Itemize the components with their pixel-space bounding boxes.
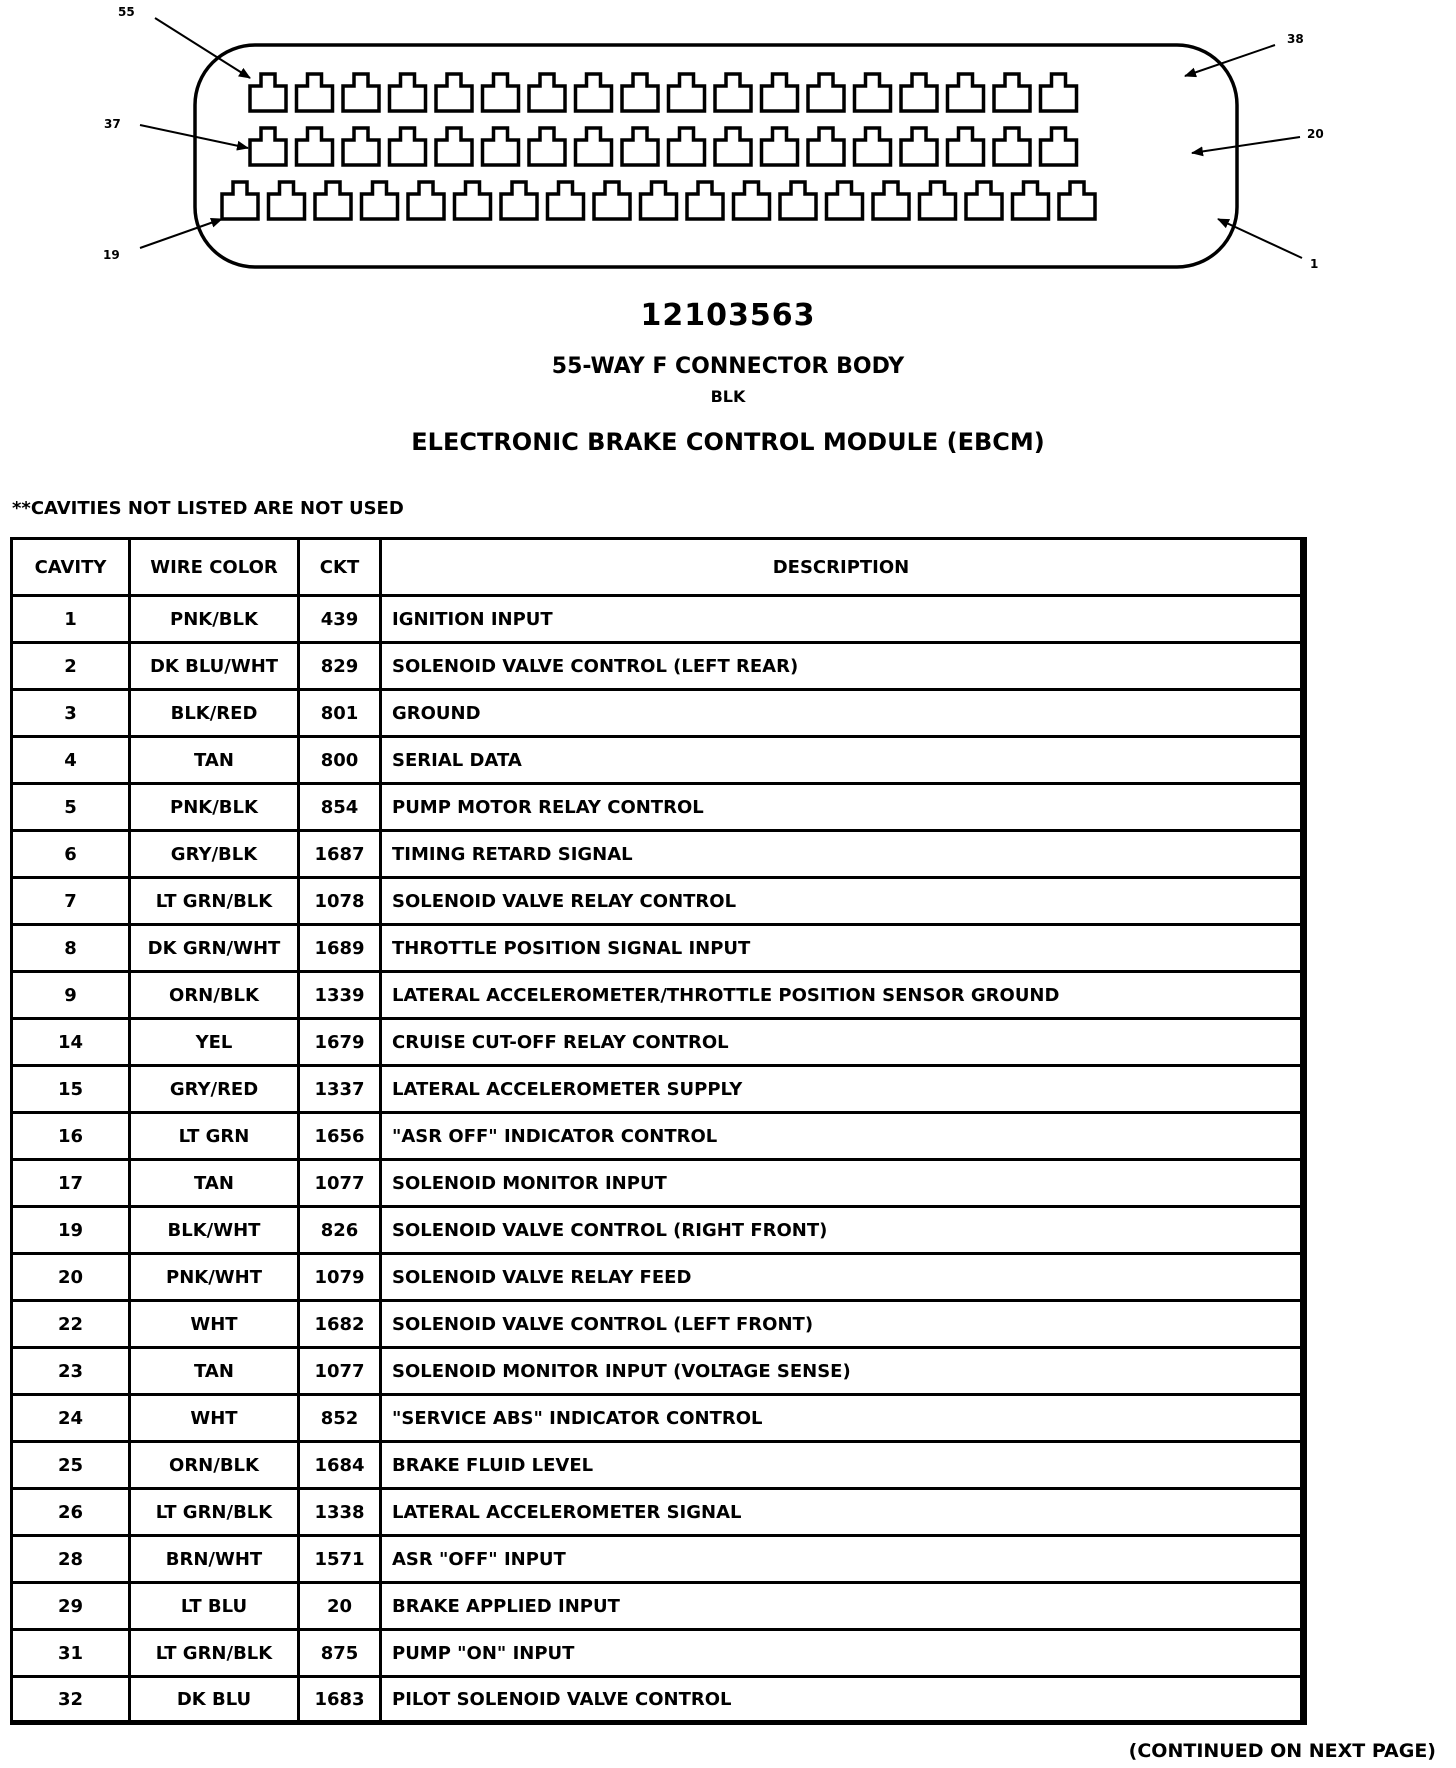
table-row: [13, 738, 1307, 785]
cell-wire-color: TAN: [131, 1161, 300, 1208]
cavity-shape: [855, 74, 891, 111]
cell-ckt: 1683: [300, 1678, 382, 1725]
cell-ckt: 439: [300, 597, 382, 644]
cavity-shape: [669, 74, 705, 111]
table-row: [13, 1678, 1307, 1725]
cell-description: SOLENOID VALVE CONTROL (RIGHT FRONT): [382, 1208, 1307, 1255]
cell-wire-color: LT GRN: [131, 1114, 300, 1161]
cavity-shape: [315, 182, 351, 219]
cell-wire-color: TAN: [131, 738, 300, 785]
table-row: [13, 1255, 1307, 1302]
cavity-shape: [994, 128, 1030, 165]
cell-description: LATERAL ACCELEROMETER SUPPLY: [382, 1067, 1307, 1114]
table-row: [13, 926, 1307, 973]
cell-ckt: 1687: [300, 832, 382, 879]
cell-wire-color: BLK/WHT: [131, 1208, 300, 1255]
pin-label-1: 1: [1310, 257, 1319, 271]
cell-description: SOLENOID VALVE CONTROL (LEFT FRONT): [382, 1302, 1307, 1349]
cell-description: SOLENOID VALVE RELAY CONTROL: [382, 879, 1307, 926]
cell-wire-color: YEL: [131, 1020, 300, 1067]
cell-wire-color: PNK/BLK: [131, 597, 300, 644]
cell-wire-color: WHT: [131, 1302, 300, 1349]
cell-ckt: 1079: [300, 1255, 382, 1302]
cell-description: LATERAL ACCELEROMETER SIGNAL: [382, 1490, 1307, 1537]
cavity-shape: [780, 182, 816, 219]
pinout-rows: [13, 597, 1307, 1725]
cell-ckt: 875: [300, 1631, 382, 1678]
cell-wire-color: BLK/RED: [131, 691, 300, 738]
cell-ckt: 1682: [300, 1302, 382, 1349]
cell-cavity: 19: [13, 1208, 131, 1255]
cavity-shape: [808, 74, 844, 111]
cavity-shape: [1059, 182, 1095, 219]
cell-wire-color: LT GRN/BLK: [131, 1490, 300, 1537]
cavity-shape: [529, 128, 565, 165]
cell-wire-color: BRN/WHT: [131, 1537, 300, 1584]
cavity-shape: [250, 128, 286, 165]
cavity-shape: [920, 182, 956, 219]
cell-wire-color: PNK/WHT: [131, 1255, 300, 1302]
cavity-shape: [576, 74, 612, 111]
table-row: [13, 973, 1307, 1020]
table-row: [13, 1208, 1307, 1255]
cell-ckt: 1338: [300, 1490, 382, 1537]
header-description: DESCRIPTION: [382, 540, 1307, 597]
cell-cavity: 24: [13, 1396, 131, 1443]
cell-cavity: 4: [13, 738, 131, 785]
table-row: [13, 1161, 1307, 1208]
cell-wire-color: ORN/BLK: [131, 1443, 300, 1490]
cavity-shape: [827, 182, 863, 219]
table-row: [13, 1396, 1307, 1443]
cell-wire-color: DK BLU: [131, 1678, 300, 1725]
cell-description: PUMP MOTOR RELAY CONTROL: [382, 785, 1307, 832]
cell-description: ASR "OFF" INPUT: [382, 1537, 1307, 1584]
cell-cavity: 28: [13, 1537, 131, 1584]
table-row: [13, 1020, 1307, 1067]
cell-ckt: 1337: [300, 1067, 382, 1114]
table-row: [13, 1631, 1307, 1678]
cell-wire-color: PNK/BLK: [131, 785, 300, 832]
connector-pins: [222, 74, 1095, 219]
cavity-shape: [687, 182, 723, 219]
cavity-shape: [408, 182, 444, 219]
pin-label-37: 37: [104, 117, 121, 131]
pin-label-55: 55: [118, 5, 135, 19]
cavity-shape: [222, 182, 258, 219]
cavity-shape: [966, 182, 1002, 219]
cell-cavity: 8: [13, 926, 131, 973]
cell-cavity: 26: [13, 1490, 131, 1537]
cell-description: SOLENOID MONITOR INPUT (VOLTAGE SENSE): [382, 1349, 1307, 1396]
cavity-shape: [994, 74, 1030, 111]
cell-description: "SERVICE ABS" INDICATOR CONTROL: [382, 1396, 1307, 1443]
cell-wire-color: LT BLU: [131, 1584, 300, 1631]
cell-cavity: 7: [13, 879, 131, 926]
cell-ckt: 852: [300, 1396, 382, 1443]
cavity-shape: [1041, 128, 1077, 165]
cavity-shape: [948, 128, 984, 165]
header-cavity: CAVITY: [13, 540, 131, 597]
cell-description: SERIAL DATA: [382, 738, 1307, 785]
cavity-shape: [529, 74, 565, 111]
cavity-shape: [436, 74, 472, 111]
cell-cavity: 31: [13, 1631, 131, 1678]
cell-wire-color: WHT: [131, 1396, 300, 1443]
cell-description: SOLENOID VALVE RELAY FEED: [382, 1255, 1307, 1302]
cell-cavity: 5: [13, 785, 131, 832]
unused-cavities-note: **CAVITIES NOT LISTED ARE NOT USED: [12, 498, 404, 519]
table-row: [13, 1067, 1307, 1114]
table-row: [13, 1443, 1307, 1490]
cavity-shape: [669, 128, 705, 165]
cavity-shape: [576, 128, 612, 165]
cell-wire-color: LT GRN/BLK: [131, 1631, 300, 1678]
cell-wire-color: ORN/BLK: [131, 973, 300, 1020]
cavity-shape: [297, 74, 333, 111]
pointer-arrow-19: [140, 219, 222, 248]
table-row: [13, 879, 1307, 926]
module-title: ELECTRONIC BRAKE CONTROL MODULE (EBCM): [411, 428, 1045, 456]
pin-label-19: 19: [103, 248, 120, 262]
cavity-shape: [901, 74, 937, 111]
cell-cavity: 29: [13, 1584, 131, 1631]
cell-ckt: 1571: [300, 1537, 382, 1584]
cell-cavity: 17: [13, 1161, 131, 1208]
cell-ckt: 826: [300, 1208, 382, 1255]
cell-description: BRAKE FLUID LEVEL: [382, 1443, 1307, 1490]
table-row: [13, 644, 1307, 691]
cavity-shape: [548, 182, 584, 219]
cavity-shape: [734, 182, 770, 219]
cell-cavity: 6: [13, 832, 131, 879]
cell-cavity: 23: [13, 1349, 131, 1396]
cell-description: "ASR OFF" INDICATOR CONTROL: [382, 1114, 1307, 1161]
pointer-arrow-1: [1218, 219, 1302, 258]
cell-description: SOLENOID VALVE CONTROL (LEFT REAR): [382, 644, 1307, 691]
cell-ckt: 1339: [300, 973, 382, 1020]
cavity-shape: [901, 128, 937, 165]
connector-body-color: BLK: [710, 387, 746, 406]
cell-cavity: 14: [13, 1020, 131, 1067]
cell-description: LATERAL ACCELEROMETER/THROTTLE POSITION SENSOR GROUND: [382, 973, 1307, 1020]
cavity-shape: [873, 182, 909, 219]
cavity-shape: [297, 128, 333, 165]
cell-wire-color: GRY/RED: [131, 1067, 300, 1114]
table-row: [13, 1302, 1307, 1349]
connector-diagram: [0, 0, 1456, 290]
cell-ckt: 801: [300, 691, 382, 738]
cell-ckt: 854: [300, 785, 382, 832]
cell-wire-color: DK GRN/WHT: [131, 926, 300, 973]
cell-description: TIMING RETARD SIGNAL: [382, 832, 1307, 879]
cavity-shape: [762, 128, 798, 165]
cell-description: PILOT SOLENOID VALVE CONTROL: [382, 1678, 1307, 1725]
cavity-shape: [762, 74, 798, 111]
cell-description: IGNITION INPUT: [382, 597, 1307, 644]
cavity-shape: [641, 182, 677, 219]
cavity-shape: [1013, 182, 1049, 219]
cell-cavity: 9: [13, 973, 131, 1020]
table-row: [13, 1490, 1307, 1537]
cavity-shape: [715, 74, 751, 111]
cavity-shape: [483, 74, 519, 111]
cell-cavity: 32: [13, 1678, 131, 1725]
header-ckt: CKT: [300, 540, 382, 597]
cavity-shape: [855, 128, 891, 165]
pin-label-20: 20: [1307, 127, 1324, 141]
table-header-row: [13, 540, 1307, 597]
cell-ckt: 829: [300, 644, 382, 691]
cell-ckt: 1077: [300, 1161, 382, 1208]
cell-cavity: 20: [13, 1255, 131, 1302]
cell-cavity: 16: [13, 1114, 131, 1161]
cell-ckt: 800: [300, 738, 382, 785]
cell-wire-color: LT GRN/BLK: [131, 879, 300, 926]
cavity-shape: [390, 74, 426, 111]
table-row: [13, 1349, 1307, 1396]
pointer-arrow-20: [1192, 137, 1300, 153]
cavity-shape: [343, 74, 379, 111]
cell-ckt: 1684: [300, 1443, 382, 1490]
cell-cavity: 22: [13, 1302, 131, 1349]
connector-body-title: 55-WAY F CONNECTOR BODY: [551, 354, 905, 379]
cell-description: CRUISE CUT-OFF RELAY CONTROL: [382, 1020, 1307, 1067]
cell-description: BRAKE APPLIED INPUT: [382, 1584, 1307, 1631]
cavity-shape: [483, 128, 519, 165]
pin-label-38: 38: [1287, 32, 1304, 46]
table-row: [13, 597, 1307, 644]
cavity-shape: [622, 74, 658, 111]
cavity-shape: [948, 74, 984, 111]
table-row: [13, 1114, 1307, 1161]
cavity-shape: [808, 128, 844, 165]
cavity-shape: [436, 128, 472, 165]
cell-cavity: 1: [13, 597, 131, 644]
cell-ckt: 1078: [300, 879, 382, 926]
cavity-shape: [250, 74, 286, 111]
cavity-shape: [455, 182, 491, 219]
table-row: [13, 691, 1307, 738]
cavity-shape: [1041, 74, 1077, 111]
cell-description: THROTTLE POSITION SIGNAL INPUT: [382, 926, 1307, 973]
header-wire-color: WIRE COLOR: [131, 540, 300, 597]
table-row: [13, 832, 1307, 879]
table-row: [13, 1584, 1307, 1631]
cell-ckt: 1679: [300, 1020, 382, 1067]
cell-cavity: 3: [13, 691, 131, 738]
cell-wire-color: GRY/BLK: [131, 832, 300, 879]
cell-cavity: 25: [13, 1443, 131, 1490]
continued-note: (CONTINUED ON NEXT PAGE): [1128, 1740, 1436, 1762]
cell-ckt: 20: [300, 1584, 382, 1631]
cell-description: SOLENOID MONITOR INPUT: [382, 1161, 1307, 1208]
table-row: [13, 1537, 1307, 1584]
cavity-shape: [269, 182, 305, 219]
cell-wire-color: TAN: [131, 1349, 300, 1396]
cell-ckt: 1689: [300, 926, 382, 973]
cell-ckt: 1077: [300, 1349, 382, 1396]
cavity-shape: [594, 182, 630, 219]
cell-cavity: 2: [13, 644, 131, 691]
table-row: [13, 785, 1307, 832]
cavity-shape: [622, 128, 658, 165]
cavity-shape: [343, 128, 379, 165]
cell-cavity: 15: [13, 1067, 131, 1114]
cavity-shape: [362, 182, 398, 219]
cavity-shape: [390, 128, 426, 165]
pinout-table: [10, 537, 1307, 1725]
cell-description: PUMP "ON" INPUT: [382, 1631, 1307, 1678]
cavity-shape: [715, 128, 751, 165]
cell-ckt: 1656: [300, 1114, 382, 1161]
cell-wire-color: DK BLU/WHT: [131, 644, 300, 691]
cell-description: GROUND: [382, 691, 1307, 738]
part-number: 12103563: [640, 298, 816, 333]
cavity-shape: [501, 182, 537, 219]
